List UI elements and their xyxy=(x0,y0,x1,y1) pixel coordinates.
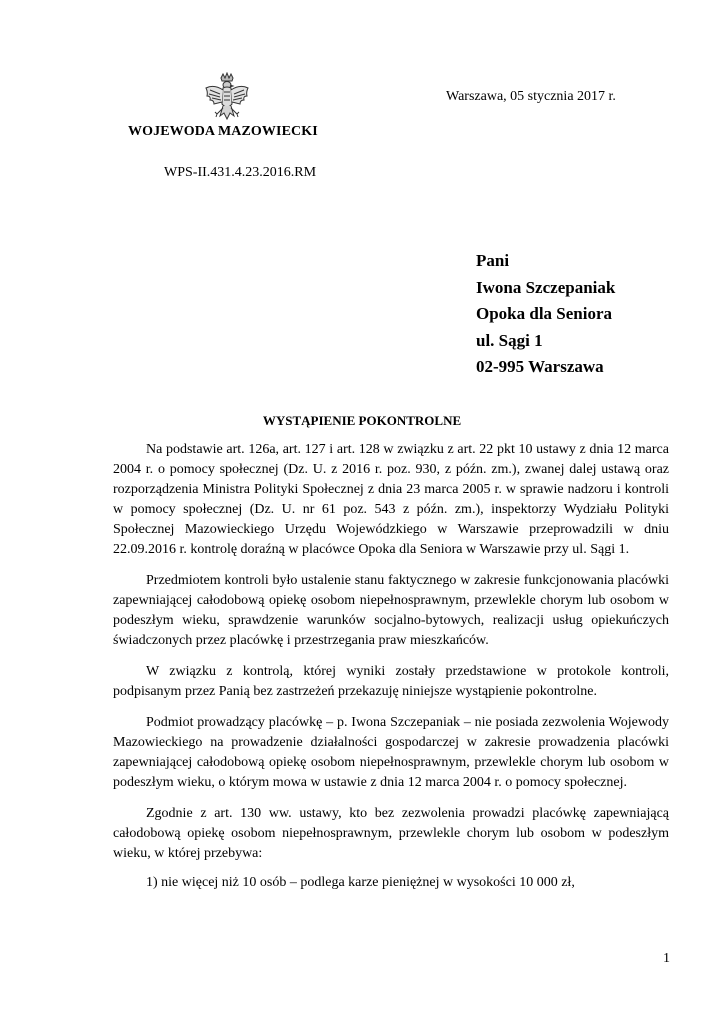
paragraph: Zgodnie z art. 130 ww. ustawy, kto bez zezwolenia prowadzi placówkę zapewniającą całodobową opiekę osobom niepełnosprawnym, przewlekle chorym lub osobom w podeszłym wieku, w której przebywa: xyxy=(113,806,669,861)
date-line: Warszawa, 05 stycznia 2017 r. xyxy=(446,89,616,104)
case-signature: WPS-II.431.4.23.2016.RM xyxy=(164,165,317,180)
page-number: 1 xyxy=(663,951,670,966)
recipient-city: 02-995 Warszawa xyxy=(476,357,604,376)
recipient-organization: Opoka dla Seniora xyxy=(476,304,613,323)
recipient-address xyxy=(476,248,615,381)
polish-eagle-emblem-icon xyxy=(202,72,252,132)
recipient-street: ul. Sągi 1 xyxy=(476,330,543,350)
recipient-name: Iwona Szczepaniak xyxy=(476,277,616,297)
paragraph: Przedmiotem kontroli było ustalenie stanu faktycznego w zakresie funkcjonowania placówki zapewniającej całodobową opiekę osobom niepełnosprawnym, przewlekle chorym lub osobom w podeszłym wieku, sprawdzenie warunków socjalno-bytowych, realizacji usług opiekuńczych świadczonych przez placówkę i przestrzegania praw mieszkańców. xyxy=(113,573,669,648)
list-item: 1) nie więcej niż 10 osób – podlega karze pieniężnej w wysokości 10 000 zł, xyxy=(146,875,575,890)
issuer-name: WOJEWODA MAZOWIECKI xyxy=(128,124,318,139)
document-title: WYSTĄPIENIE POKONTROLNE xyxy=(262,413,462,428)
paragraph: Na podstawie art. 126a, art. 127 i art. 128 w związku z art. 22 pkt 10 ustawy z dnia 12 marca 2004 r. o pomocy społecznej (Dz. U. z 2016 r. poz. 930, z późn. zm.), zwanej dalej ustawą oraz rozporządzenia Ministra Polityki Społecznej z dnia 23 marca 2005 r. w sprawie nadzoru i kontroli w pomocy społecznej (Dz. U. nr 61 poz. 543 z późn. zm.), inspektorzy Wydziału Polityki Społecznej Mazowieckiego Urzędu Wojewódzkiego w Warszawie przeprowadzili w dniu 22.09.2016 r. kontrolę doraźną w placówce Opoka dla Seniora w Warszawie przy ul. Sągi 1. xyxy=(113,442,669,557)
document-body xyxy=(113,440,669,904)
recipient-salutation: Pani xyxy=(476,251,510,270)
paragraph: W związku z kontrolą, której wyniki zostały przedstawione w protokole kontroli, podpisanym przez Panią bez zastrzeżeń przekazuję niniejsze wystąpienie pokontrolne. xyxy=(113,664,669,699)
paragraph: Podmiot prowadzący placówkę – p. Iwona Szczepaniak – nie posiada zezwolenia Wojewody Mazowieckiego na prowadzenie działalności gospodarczej w zakresie prowadzenia placówki zapewniającej całodobową opiekę osobom niepełnosprawnym, przewlekle chorym lub osobom w podeszłym wieku, o którym mowa w ustawie z dnia 12 marca 2004 r. o pomocy społecznej. xyxy=(113,715,669,790)
